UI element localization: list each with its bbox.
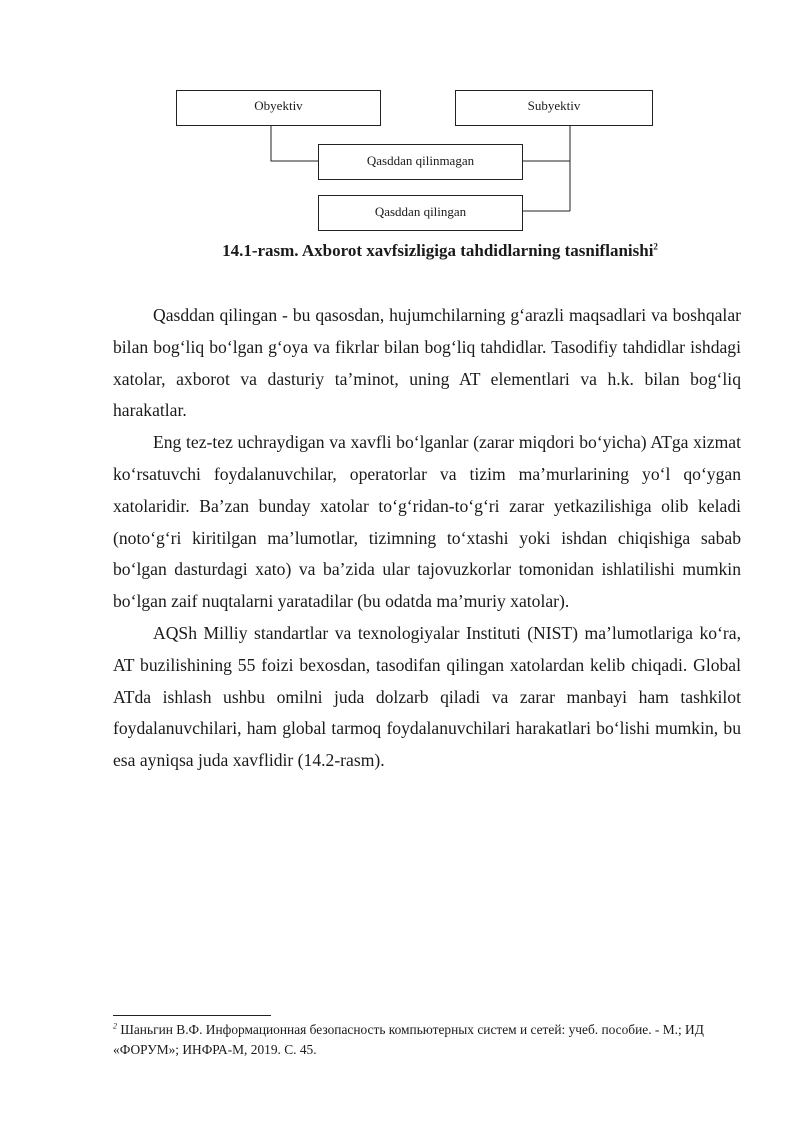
figure-caption-text: 14.1-rasm. Axborot xavfsizligiga tahdidlarning tasniflanishi (222, 241, 654, 260)
paragraph: Qasddan qilingan - bu qasosdan, hujumchilarning g‘arazli maqsadlari va boshqalar bilan bog‘liq bo‘lgan g‘oya va fikrlar bilan bog‘liq tahdidlar. Tasodifiy tahdidlar ishdagi xatolar, axborot va dasturiy ta’minot, uning AT elementlari va h.k. bilan bog‘liq harakatlar. (113, 305, 741, 421)
footnote-ref[interactable]: 2 (653, 241, 658, 252)
footnote-number: 2 (113, 1021, 117, 1031)
footnote-text: Шаньгин В.Ф. Информационная безопасность компьютерных систем и сетей: учеб. пособие. - М.; ИД «ФОРУМ»; ИНФРА-М, 2019. С. 45. (113, 1022, 704, 1057)
paragraph: Eng tez-tez uchraydigan va xavfli bo‘lganlar (zarar miqdori bo‘yicha) ATga xizmat ko‘rsatuvchi foydalanuvchilar, operatorlar va tizim ma’murlarining yo‘l qo‘ygan xatolaridir. Ba’zan bunday xatolar to‘g‘ridan-to‘g‘ri zarar yetkazilishiga olib keladi (noto‘g‘ri kiritilgan ma’lumotlar, tizimning to‘xtashi yoki ishdan chiqishiga sabab bo‘lgan dasturdagi xato) va ba’zida ular tajovuzkorlar tomonidan ishlatilishi mumkin bo‘lgan zaif nuqtalarni yaratadilar (bu odatda ma’muriy xatolar). (113, 432, 741, 612)
figure-caption (0, 241, 800, 261)
footnote-separator (113, 1015, 271, 1016)
footnote (113, 1020, 743, 1060)
connector-obyektiv-qilinmagan (271, 126, 318, 161)
diagram-box-qasddan-qilinmagan: Qasddan qilinmagan (318, 144, 523, 180)
diagram-box-subyektiv: Subyektiv (455, 90, 653, 126)
body-text (113, 300, 741, 777)
diagram-box-obyektiv: Obyektiv (176, 90, 381, 126)
diagram-box-qasddan-qilingan: Qasddan qilingan (318, 195, 523, 231)
paragraph: AQSh Milliy standartlar va texnologiyalar Instituti (NIST) ma’lumotlariga ko‘ra, AT buzilishining 55 foizi bexosdan, tasodifan qilingan xatolardan kelib chiqadi. Global ATda ishlash ushbu omilni juda dolzarb qiladi va zarar manbayi ham tashkilot foydalanuvchilari, ham global tarmoq foydalanuvchilari harakatlari bo‘lishi mumkin, bu esa ayniqsa juda xavflidir (14.2-rasm). (113, 622, 742, 771)
